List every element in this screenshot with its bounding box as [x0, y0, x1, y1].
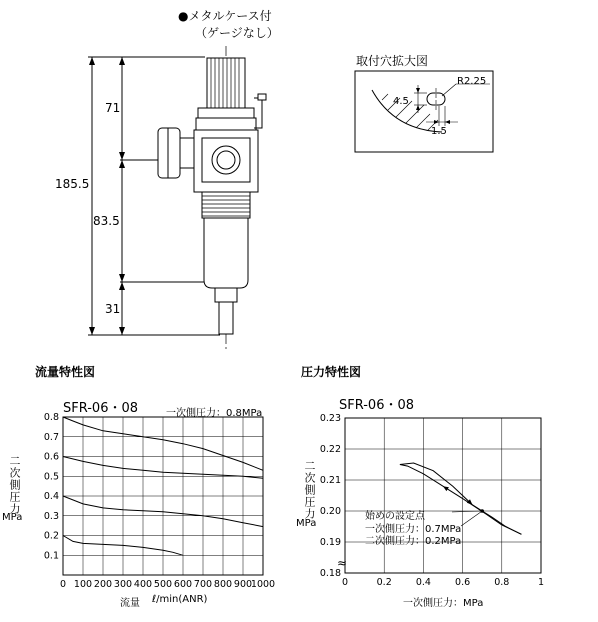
x-tick-label: 100 [73, 579, 93, 590]
x-tick-label: 400 [133, 579, 153, 590]
pressure-chart-annotation-2: 一次側圧力：0.7MPa [365, 524, 462, 535]
series-arrow-2 [443, 486, 449, 491]
x-tick-label: 0.6 [455, 577, 471, 588]
flow-chart-xunit: ℓ/min(ANR) [152, 594, 208, 605]
x-tick-label: 1 [537, 577, 545, 588]
x-tick-label: 0.4 [415, 577, 431, 588]
y-tick-label: 0.19 [319, 537, 341, 548]
detail-title: 取付穴拡大図 [356, 54, 429, 68]
y-tick-label: 0.6 [43, 451, 59, 463]
dim-upper: 71 [105, 101, 121, 115]
x-tick-label: 0.2 [376, 577, 392, 588]
y-tick-label: 0.22 [319, 444, 341, 455]
y-tick-label: 0.7 [43, 431, 59, 443]
x-tick-label: 900 [233, 579, 253, 590]
dim-middle: 83.5 [93, 214, 120, 228]
pressure-section-title: 圧力特性図 [301, 365, 362, 379]
y-tick-label: 0.20 [319, 506, 341, 517]
flow-chart-title: SFR-06・08 [63, 401, 139, 416]
y-tick-label: 0.23 [319, 413, 341, 424]
y-tick-label: 0.5 [43, 471, 59, 483]
y-tick-label: 0.1 [43, 550, 59, 562]
flow-chart-ylabel: 二次側圧力 [8, 455, 21, 515]
product-title: ●メタルケース付 [178, 9, 272, 23]
pressure-chart-xlabel: 一次側圧力：MPa [403, 598, 484, 609]
x-tick-label: 1000 [250, 579, 276, 590]
x-tick-label: 0.8 [494, 577, 510, 588]
y-tick-label: 0.3 [43, 510, 59, 522]
y-tick-label: 0.2 [43, 530, 59, 542]
dim-lower: 31 [105, 302, 121, 316]
pressure-chart-yunit: MPa [296, 518, 317, 529]
x-tick-label: 200 [93, 579, 113, 590]
plot-frame [345, 418, 541, 573]
series-line-1 [400, 463, 522, 534]
pressure-chart-title: SFR-06・08 [339, 398, 415, 413]
primary-leader [461, 511, 482, 526]
detail-radius: R2.25 [457, 76, 487, 87]
x-tick-label: 500 [153, 579, 173, 590]
x-tick-label: 700 [193, 579, 213, 590]
product-subtitle: （ゲージなし） [195, 26, 279, 40]
pressure-chart-ylabel: 二次側圧力 [303, 460, 316, 520]
pressure-chart-annotation-1: 始めの設定点 [365, 511, 425, 522]
pressure-chart-axis-break: ≈ [337, 556, 348, 570]
flow-chart-annotation: 一次側圧力：0.8MPa [166, 408, 263, 419]
x-tick-label: 300 [113, 579, 133, 590]
y-tick-label: 0.18 [319, 568, 341, 579]
y-tick-label: 0.21 [319, 475, 341, 486]
y-tick-label: 0.4 [43, 491, 59, 502]
x-tick-label: 0 [59, 579, 67, 590]
flow-section-title: 流量特性図 [35, 365, 96, 379]
x-tick-label: 600 [173, 579, 193, 590]
series-line-2 [400, 465, 522, 535]
x-tick-label: 0 [341, 577, 349, 588]
dim-total: 185.5 [55, 177, 90, 191]
x-tick-label: 800 [213, 579, 233, 590]
detail-width: 1.5 [431, 126, 447, 137]
detail-height: 4.5 [393, 96, 409, 107]
flow-chart-yunit: MPa [2, 512, 23, 523]
flow-chart-xlabel: 流量 [120, 598, 140, 609]
y-tick-label: 0.8 [43, 412, 59, 423]
pressure-chart-annotation-3: 二次側圧力：0.2MPa [365, 536, 462, 547]
